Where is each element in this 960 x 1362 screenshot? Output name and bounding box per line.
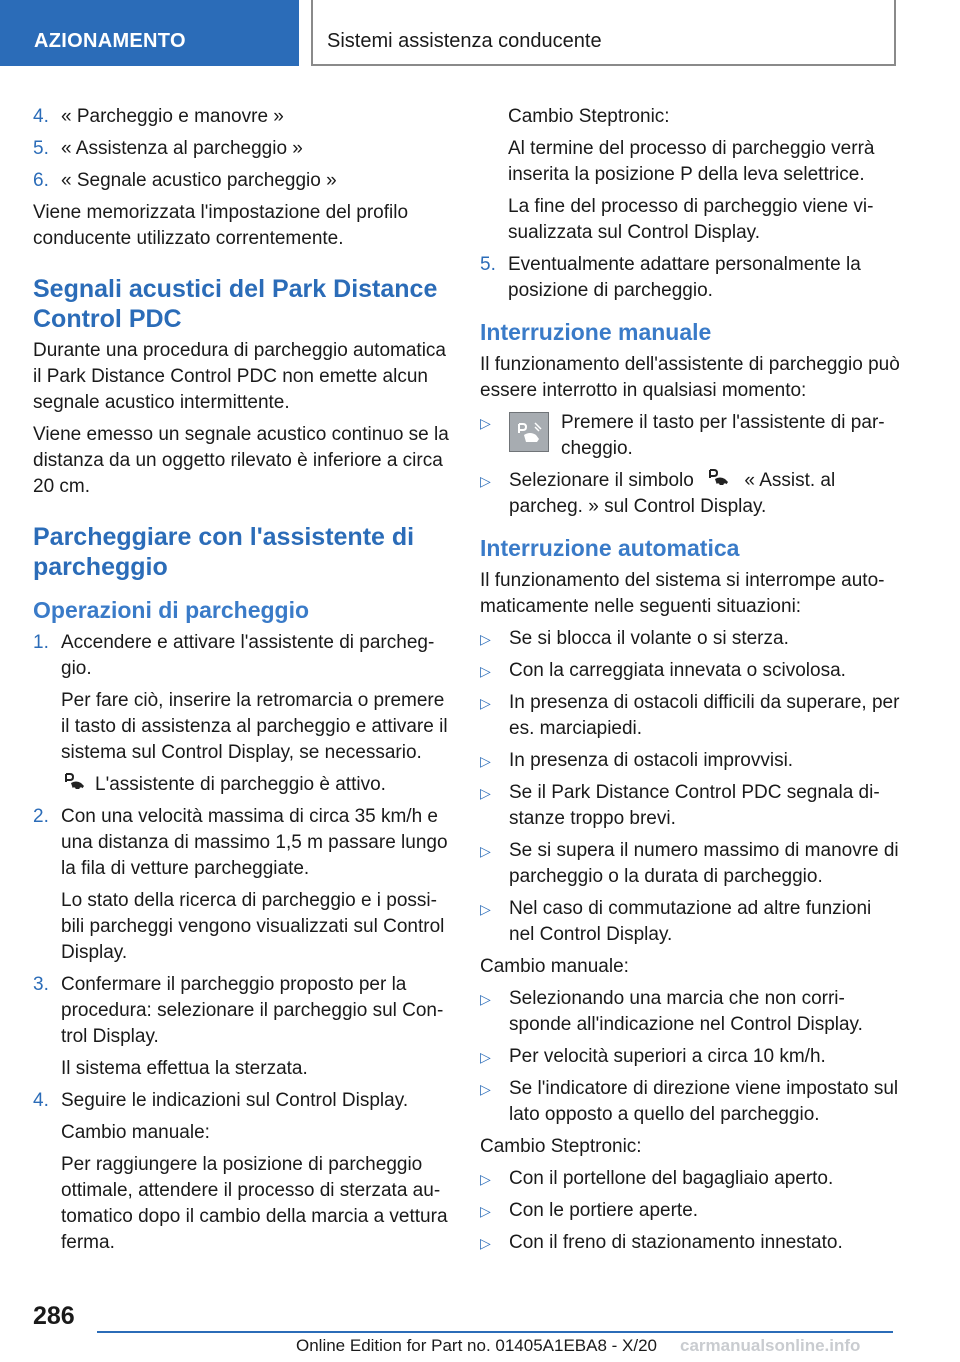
bullet-triangle-icon: ▷	[480, 901, 491, 917]
bullet-triangle-icon: ▷	[480, 1081, 491, 1097]
bullet-triangle-icon: ▷	[480, 415, 491, 431]
step-2: 2. Con una velocità massima di circa 35 km/h e una distanza di massimo 1,5 m passare lungo la fila di vetture parcheggiate.	[33, 806, 448, 879]
park-assist-icon	[63, 772, 89, 792]
park-assist-icon	[707, 468, 733, 488]
watermark: carmanualsonline.info	[680, 1336, 861, 1355]
bullet-triangle-icon: ▷	[480, 631, 491, 647]
manual-intro: Il funzionamento dell'assistente di parcheggio può essere interrotto in qualsiasi momento:	[480, 354, 900, 401]
list-item: 4. « Parcheggio e manovre »	[33, 106, 284, 127]
footer-divider	[97, 1331, 893, 1333]
park-assist-button-icon	[509, 412, 549, 452]
section-tab: AZIONAMENTO	[0, 0, 299, 66]
steptronic-detail-2: La fine del processo di parcheggio viene visualizzata sul Control Display.	[508, 196, 874, 243]
bullet-triangle-icon: ▷	[480, 1171, 491, 1187]
step-3-detail: Il sistema effettua la sterzata.	[61, 1058, 308, 1079]
heading-pdc-signals: Segnali acustici del Park Distance Control PDC	[33, 275, 438, 333]
page-header	[0, 0, 960, 66]
auto-intro: Il funzionamento del sistema si interrompe automaticamente nelle seguenti situazioni:	[480, 570, 885, 617]
list-item: ▷ In presenza di ostacoli improvvisi.	[480, 748, 900, 774]
list-item: ▷ Se si blocca il volante o si sterza.	[480, 626, 900, 652]
steptronic-detail-1: Al termine del processo di parcheggio verrà inserita la posizione P della leva selettrice.	[508, 138, 875, 185]
left-column	[33, 104, 449, 1262]
step-3: 3. Confermare il parcheggio proposto per la procedura: selezionare il parcheggio sul Control Display.	[33, 974, 444, 1047]
list-item: 5. « Assistenza al parcheggio »	[33, 138, 303, 159]
memo-text: Viene memorizzata l'impostazione del profilo conducente utilizzato correntemente.	[33, 202, 409, 249]
list-item: ▷ Selezionare il simbolo « Assist. al parcheg. » sul Control Display.	[480, 470, 836, 517]
list-item: ▷ Se si supera il numero massimo di manovre di parcheggio o la durata di parcheggio.	[480, 840, 899, 887]
steptronic-bullets-label: Cambio Steptronic:	[480, 1136, 642, 1157]
right-column	[480, 104, 900, 1262]
list-item: ▷ Con il portellone del bagagliaio aperto.	[480, 1166, 900, 1192]
list-item: ▷ Per velocità superiori a circa 10 km/h.	[480, 1044, 900, 1070]
steptronic-label: Cambio Steptronic:	[508, 106, 670, 127]
bullet-triangle-icon: ▷	[480, 843, 491, 859]
list-item: ▷ In presenza di ostacoli difficili da superare, per es. marciapiedi.	[480, 692, 900, 739]
step-2-detail: Lo stato della ricerca di parcheggio e i possibili parcheggi vengono visualizzati sul Control Display.	[61, 890, 445, 963]
step-4-detail: Per raggiungere la posizione di parcheggio ottimale, attendere il processo di sterzata automatico dopo il cambio della marcia a vettura ferma.	[61, 1154, 448, 1253]
page-number: 286	[33, 1302, 75, 1330]
step-4-label: Cambio manuale:	[61, 1122, 210, 1143]
bullet-triangle-icon: ▷	[480, 753, 491, 769]
step-5: 5. Eventualmente adattare personalmente la posizione di parcheggio.	[480, 254, 861, 301]
step-4: 4. Seguire le indicazioni sul Control Display.	[33, 1090, 409, 1111]
pdc-paragraph-1: Durante una procedura di parcheggio automatica il Park Distance Control PDC non emette alcun segnale acustico intermittente.	[33, 340, 446, 413]
step-1: 1. Accendere e attivare l'assistente di parcheggio.	[33, 632, 435, 679]
list-item: ▷ Nel caso di commutazione ad altre funzioni nel Control Display.	[480, 898, 872, 945]
bullet-triangle-icon: ▷	[480, 663, 491, 679]
list-item: ▷ Selezionando una marcia che non corrisponde all'indicazione nel Control Display.	[480, 988, 863, 1035]
bullet-triangle-icon: ▷	[480, 991, 491, 1007]
bullet-triangle-icon: ▷	[480, 1235, 491, 1251]
list-item: ▷ Con il freno di stazionamento innestato.	[480, 1230, 900, 1256]
heading-parking-operations: Operazioni di parcheggio	[33, 597, 310, 623]
bullet-triangle-icon: ▷	[480, 1203, 491, 1219]
heading-park-assistant: Parcheggiare con l'assistente di parcheggio	[33, 523, 415, 581]
bullet-triangle-icon: ▷	[480, 785, 491, 801]
step-1-status: L'assistente di parcheggio è attivo.	[33, 772, 449, 798]
list-item: ▷ Se il Park Distance Control PDC segnala distanze troppo brevi.	[480, 782, 880, 829]
list-item: ▷ Se l'indicatore di direzione viene impostato sul lato opposto a quello del parcheggio.	[480, 1078, 899, 1125]
chapter-title: Sistemi assistenza conducente	[311, 0, 896, 66]
step-1-detail: Per fare ciò, inserire la retromarcia o premere il tasto di assistenza al parcheggio e attivare il sistema sul Control Display, se necessario.	[61, 690, 448, 763]
list-item: ▷ Con le portiere aperte.	[480, 1198, 900, 1224]
list-item: 6. « Segnale acustico parcheggio »	[33, 170, 337, 191]
bullet-triangle-icon: ▷	[480, 695, 491, 711]
heading-manual-interruption: Interruzione manuale	[480, 319, 712, 345]
list-item: ▷ Premere il tasto per l'assistente di parcheggio.	[480, 412, 885, 459]
pdc-paragraph-2: Viene emesso un segnale acustico continuo se la distanza da un oggetto rilevato è inferiore a circa 20 cm.	[33, 424, 449, 497]
manual-gear-label: Cambio manuale:	[480, 956, 629, 977]
bullet-triangle-icon: ▷	[480, 1049, 491, 1065]
bullet-triangle-icon: ▷	[480, 473, 491, 489]
footer-edition: Online Edition for Part no. 01405A1EBA8 - X/20	[296, 1336, 658, 1355]
heading-automatic-interruption: Interruzione automatica	[480, 535, 740, 561]
list-item: ▷ Con la carreggiata innevata o scivolosa.	[480, 658, 900, 684]
